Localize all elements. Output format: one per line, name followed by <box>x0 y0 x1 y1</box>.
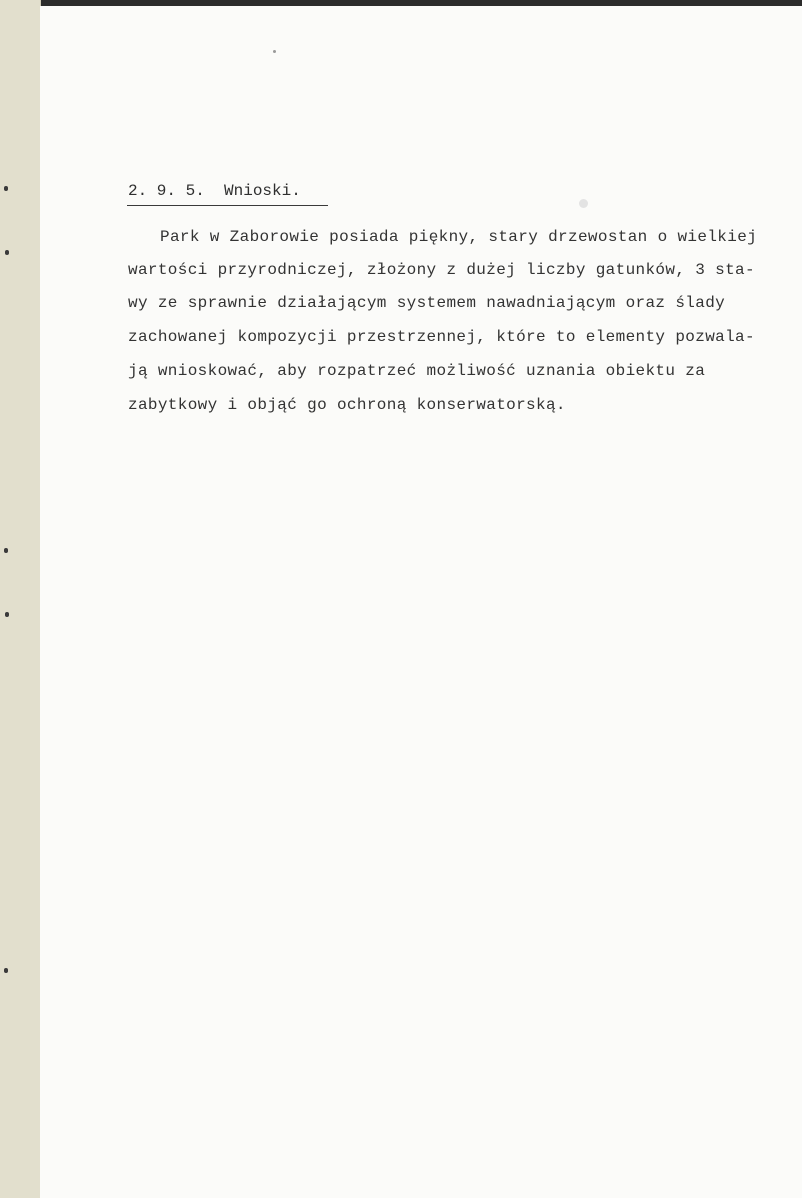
paragraph-line: ją wnioskować, aby rozpatrzeć możliwość uznania obiektu za <box>128 362 706 380</box>
punch-mark <box>4 968 8 973</box>
scan-speck <box>579 199 588 208</box>
punch-mark <box>5 250 9 255</box>
paragraph-line: wy ze sprawnie działającym systemem nawadniającym oraz ślady <box>128 294 726 312</box>
scan-speck <box>273 50 276 53</box>
heading-underline <box>127 205 328 206</box>
section-heading: 2. 9. 5. Wnioski. <box>128 182 301 200</box>
punch-mark <box>5 612 9 617</box>
paragraph-line: wartości przyrodniczej, złożony z dużej liczby gatunków, 3 sta- <box>128 261 755 279</box>
punch-mark <box>4 186 8 191</box>
binding-strip <box>0 0 41 1198</box>
paragraph-line: Park w Zaborowie posiada piękny, stary drzewostan o wielkiej <box>160 228 758 246</box>
paragraph-line: zabytkowy i objąć go ochroną konserwatorską. <box>128 396 566 414</box>
punch-mark <box>4 548 8 553</box>
paragraph-line: zachowanej kompozycji przestrzennej, które to elementy pozwala- <box>128 328 755 346</box>
